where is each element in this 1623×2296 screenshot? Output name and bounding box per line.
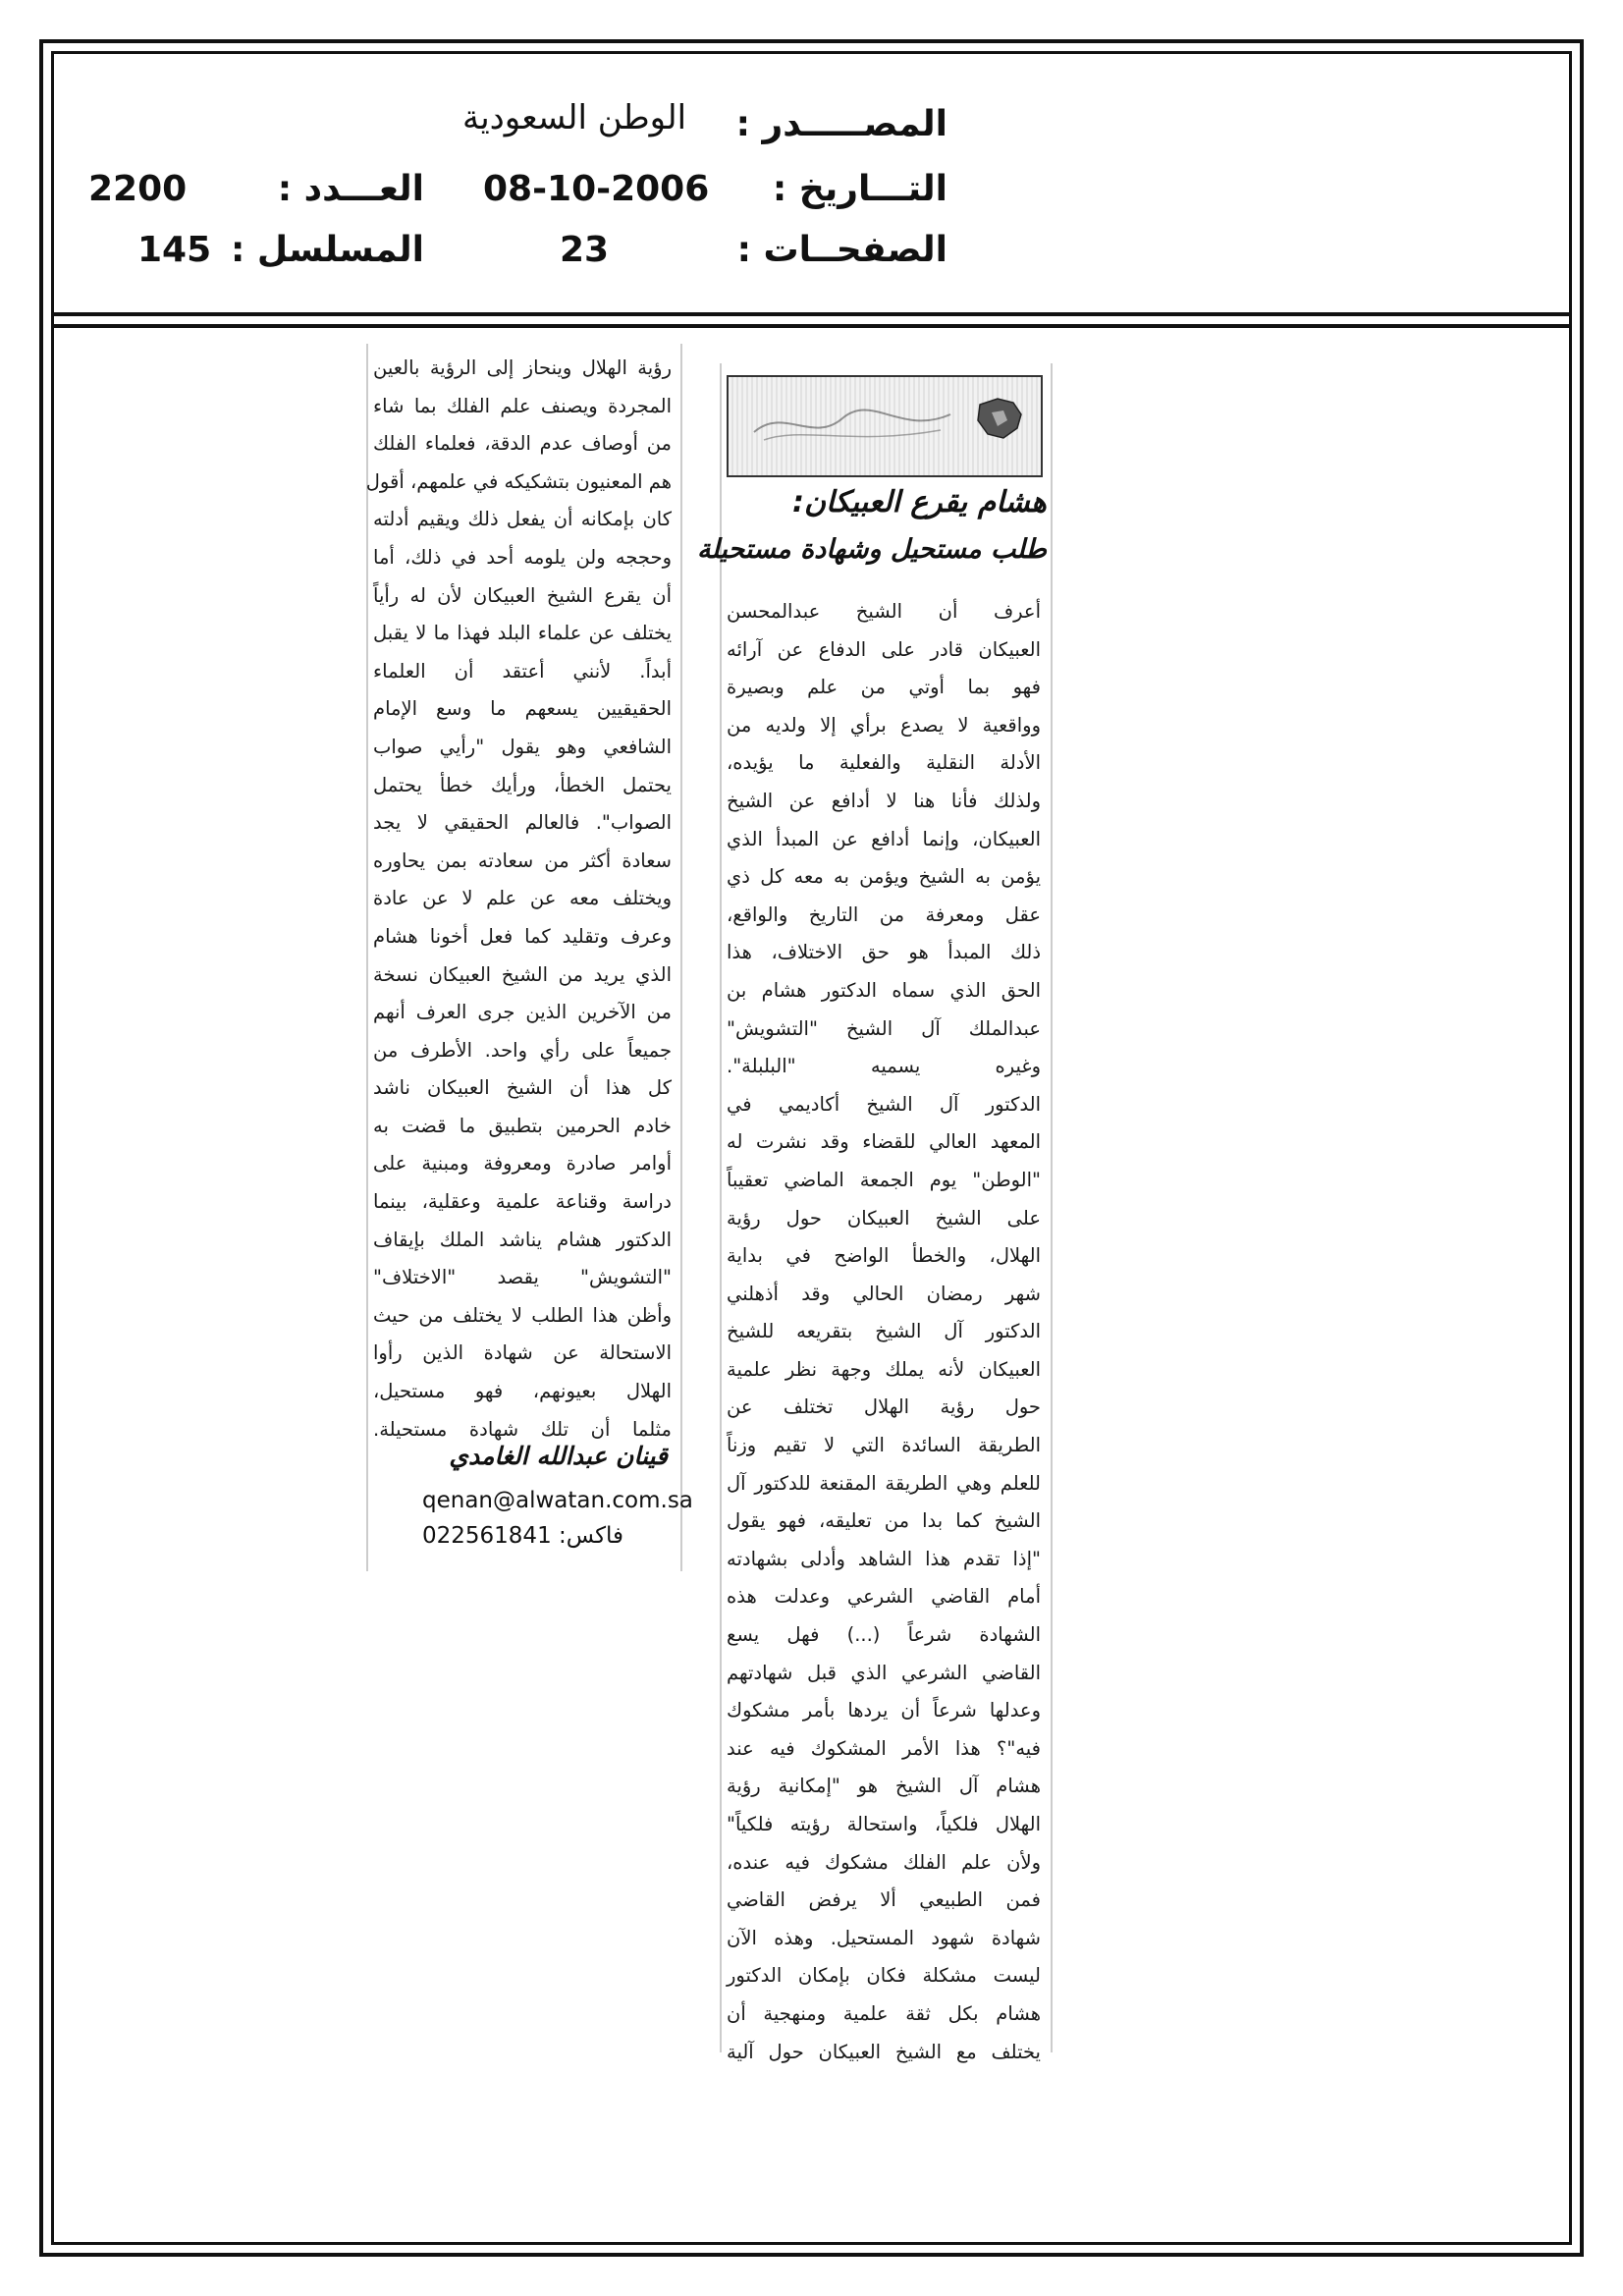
article-line: وأظن هذا الطلب لا يختلف من حيث: [373, 1303, 672, 1327]
article-line: فهو بما أوتي من علم وبصيرة: [727, 676, 1041, 699]
article-line: الذي يريد من الشيخ العبيكان نسخة: [373, 962, 672, 986]
article-column-left: [365, 350, 672, 1449]
article-line: القاضي الشرعي الذي قبل شهادتهم: [727, 1661, 1041, 1684]
article-line: كل هذا أن الشيخ العبيكان ناشد: [373, 1076, 672, 1100]
issue-value: 2200: [88, 169, 188, 209]
article-line: دراسة وقناعة علمية وعقلية، بينما: [373, 1190, 672, 1214]
article-line: خادم الحرمين بتطبيق ما قضت به: [373, 1114, 672, 1137]
headline-main: هشام يقرع العبيكان:: [792, 485, 1047, 519]
article-line: الأدلة النقلية والفعلية ما يؤيده،: [727, 751, 1041, 775]
article-line: كان بإمكانه أن يفعل ذلك ويقيم أدلته: [373, 508, 672, 531]
article-line: ذلك المبدأ هو حق الاختلاف، هذا: [727, 941, 1041, 964]
author-fax: فاكس: 022561841: [422, 1523, 624, 1549]
article-line: فيه"؟ هذا الأمر المشكوك فيه عند: [727, 1736, 1041, 1760]
article-line: عبدالملك آل الشيخ "التشويش": [727, 1016, 1041, 1040]
article-line: من أوصاف عدم الدقة، فعلماء الفلك: [373, 432, 672, 456]
date-label: التـــاريخ :: [772, 169, 947, 209]
issue-label: العـــدد :: [277, 169, 424, 209]
source-label: المصـــــدر :: [735, 104, 947, 144]
article-line: العبيكان لأنه يملك وجهة نظر علمية: [727, 1357, 1041, 1381]
saudi-map-icon: [974, 395, 1027, 442]
article-line: ولأن علم الفلك مشكوك فيه عنده،: [727, 1850, 1041, 1874]
article-line: المجردة ويصنف علم الفلك بما شاء: [373, 394, 672, 417]
article-line: الحق الذي سماه الدكتور هشام بن: [727, 978, 1041, 1002]
article-line: يحتمل الخطأ، ورأيك خطأ يحتمل: [373, 773, 672, 796]
header-divider-2: [51, 324, 1572, 328]
article-line: يختلف مع الشيخ العبيكان حول آلية: [727, 2040, 1041, 2063]
article-line: فمن الطبيعي ألا يرفض القاضي: [727, 1888, 1041, 1912]
article-line: الحقيقيين يسعهم ما وسع الإمام: [373, 697, 672, 721]
serial-value: 145: [137, 230, 212, 270]
source-value: الوطن السعودية: [461, 98, 687, 137]
article-line: الشافعي وهو يقول "رأيي صواب: [373, 735, 672, 758]
article-line: حول رؤية الهلال تختلف عن: [727, 1395, 1041, 1419]
article-line: أوامر صادرة ومعروفة ومبنية على: [373, 1152, 672, 1175]
article-line: شهر رمضان الحالي وقد أذهلني: [727, 1282, 1041, 1305]
article-line: أن يقرع الشيخ العبيكان لأن له رأياً: [373, 583, 672, 607]
article-line: العبيكان، وإنما أدافع عن المبدأ الذي: [727, 827, 1041, 850]
pages-label: الصفحــات :: [736, 230, 947, 270]
newspaper-logo-banner: [727, 375, 1043, 477]
article-line: وحججه ولن يلومه أحد في ذلك، أما: [373, 545, 672, 569]
article-line: الهلال فلكياً، واستحالة رؤيته فلكياً": [727, 1813, 1041, 1835]
article-line: أعرف أن الشيخ عبدالمحسن: [727, 600, 1041, 623]
article-line: وعدلها شرعاً أن يردها بأمر مشكوك: [727, 1699, 1041, 1722]
article-line: هم المعنيون بتشكيكه في علمهم، أقول: [365, 469, 672, 493]
article-line: الصواب". فالعالم الحقيقي لا يجد: [373, 811, 672, 835]
article-line: الدكتور هشام يناشد الملك بإيقاف: [373, 1228, 672, 1251]
logo-calligraphy-icon: [744, 397, 960, 452]
article-line: الشيخ كما بدا من تعليقه، فهو يقول: [727, 1509, 1041, 1533]
article-line: عقل ومعرفة من التاريخ والواقع،: [727, 902, 1041, 926]
article-line: يختلف عن علماء البلد فهذا ما لا يقبل: [373, 622, 672, 645]
article-line: "التشويش" يقصد "الاختلاف": [373, 1266, 672, 1289]
article-column-right: [727, 593, 1041, 2071]
article-line: من الآخرين الذين جرى العرف أنهم: [373, 1001, 672, 1024]
article-line: وعرف وتقليد كما فعل أخونا هشام: [373, 924, 672, 948]
article-line: ليست مشكلة فكان بإمكان الدكتور: [727, 1964, 1041, 1988]
article-line: للعلم وهي الطريقة المقنعة للدكتور آل: [727, 1471, 1041, 1495]
article-line: المعهد العالي للقضاء وقد نشرت له: [727, 1130, 1041, 1154]
article-line: الطريقة السائدة التي لا تقيم وزناً: [727, 1434, 1041, 1457]
headline-sub: طلب مستحيل وشهادة مستحيلة: [696, 534, 1047, 565]
author-email: qenan@alwatan.com.sa: [422, 1488, 693, 1513]
article-line: "إذا تقدم هذا الشاهد وأدلى بشهادته: [727, 1547, 1041, 1570]
article-line: هشام آل الشيخ هو "إمكانية رؤية: [727, 1775, 1041, 1798]
header-divider: [51, 312, 1572, 316]
article-line: الشهادة شرعاً (...) فهل يسع: [727, 1623, 1041, 1647]
article-line: وواقعية لا يصدع برأي إلا ولديه من: [727, 713, 1041, 737]
article-line: أمام القاضي الشرعي وعدلت هذه: [727, 1585, 1041, 1609]
article-line: هشام بكل ثقة علمية ومنهجية أن: [727, 2001, 1041, 2025]
article-line: العبيكان قادر على الدفاع عن آرائه: [727, 637, 1041, 661]
pages-value: 23: [560, 230, 610, 270]
article-line: على الشيخ العبيكان حول رؤية: [727, 1206, 1041, 1230]
article-line: الدكتور آل الشيخ أكاديمي في: [727, 1092, 1041, 1116]
article-line: رؤية الهلال وينحاز إلى الرؤية بالعين: [373, 356, 672, 379]
article-line: أبداً. لأنني أعتقد أن العلماء: [373, 659, 672, 683]
serial-label: المسلسل :: [230, 230, 424, 270]
article-line: مثلما أن تلك شهادة مستحيلة.: [373, 1417, 672, 1441]
article-line: وغيره يسميه "البلبلة".: [727, 1055, 1041, 1078]
article-line: جميعاً على رأي واحد. الأطرف من: [373, 1038, 672, 1062]
article-line: الهلال بعيونهم، فهو مستحيل،: [373, 1380, 672, 1403]
article-line: الاستحالة عن شهادة الذين رأوا: [373, 1341, 672, 1365]
article-line: الهلال، والخطأ الواضح في بداية: [727, 1244, 1041, 1268]
date-value: 08-10-2006: [483, 169, 710, 209]
article-line: شهادة شهود المستحيل. وهذه الآن: [727, 1926, 1041, 1949]
article-line: ويختلف معه عن علم لا عن عادة: [373, 887, 672, 910]
author-byline: قينان عبدالله الغامدي: [449, 1442, 668, 1470]
article-line: سعادة أكثر من سعادته بمن يحاوره: [373, 848, 672, 872]
article-line: "الوطن" يوم الجمعة الماضي تعقيباً: [727, 1168, 1041, 1191]
article-line: ولذلك فأنا هنا لا أدافع عن الشيخ: [727, 789, 1041, 812]
article-line: الدكتور آل الشيخ بتقريعه للشيخ: [727, 1320, 1041, 1343]
article-line: يؤمن به الشيخ ويؤمن به معه كل ذي: [727, 865, 1041, 889]
